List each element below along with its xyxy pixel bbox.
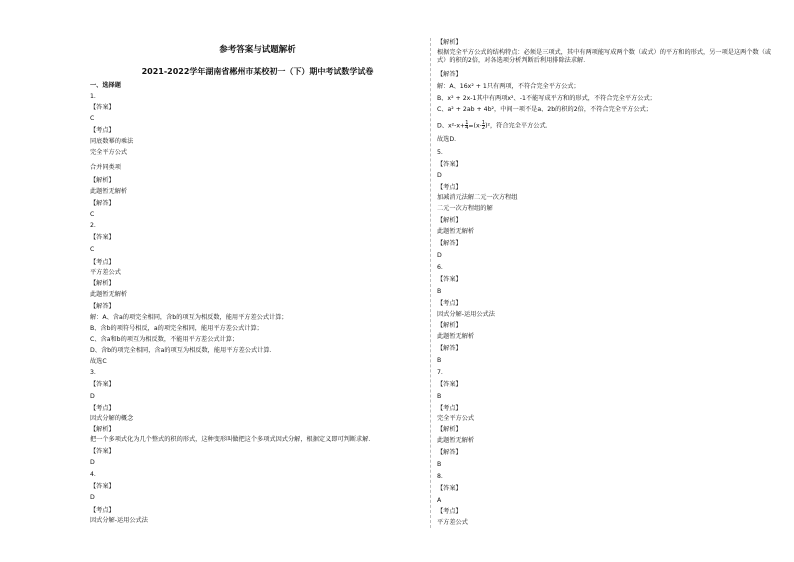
fraction-denominator: 2 — [481, 125, 486, 131]
question-number: 1. — [90, 93, 96, 100]
analysis-label: 【解析】 — [437, 39, 462, 46]
topic-label: 【考点】 — [437, 508, 462, 515]
solution-label: 【解答】 — [437, 345, 462, 352]
analysis-label: 【解析】 — [437, 322, 462, 329]
column-divider — [430, 38, 432, 528]
topic-value: 因式分解的概念 — [90, 415, 134, 422]
topic-label: 【考点】 — [90, 507, 115, 514]
topic-value: 平方差公式 — [437, 519, 468, 526]
topic-value: 平方差公式 — [90, 269, 121, 276]
solution-text: 解：A、含a的项完全相同，含b的项互为相反数，能用平方差公式计算； — [90, 314, 288, 321]
question-number: 5. — [437, 149, 443, 156]
solution-text: 解：A、16x² + 1只有两项，不符合完全平方公式； — [437, 83, 580, 90]
analysis-text: 此题暂无解析 — [437, 333, 475, 340]
topic-value: 二元一次方程组的解 — [437, 205, 493, 212]
analysis-text: 把一个多项式化为几个整式的积的形式，这种变形叫做把这个多项式因式分解，根据定义即可判断求解． — [90, 436, 375, 443]
solution-text: B — [437, 357, 442, 364]
answer-label: 【答案】 — [90, 104, 115, 111]
question-number: 2. — [90, 222, 96, 229]
question-number: 8. — [437, 473, 443, 480]
solution-text: B、含b的项符号相反，a的项完全相同，能用平方差公式计算； — [90, 325, 263, 332]
solution-text: B、x² + 2x-1其中有两项x²、-1不能写成平方和的形式，不符合完全平方公式； — [437, 95, 656, 102]
topic-label: 【考点】 — [437, 405, 462, 412]
solution-text: C、含a和b的项互为相反数，不能用平方差公式计算； — [90, 336, 239, 343]
solution-label: 【解答】 — [90, 200, 115, 207]
answer-value: C — [90, 115, 95, 122]
question-number: 6. — [437, 264, 443, 271]
answer-value: D — [90, 459, 95, 466]
topic-value: 加减消元法解二元一次方程组 — [437, 194, 518, 201]
solution-text: D — [437, 252, 442, 259]
topic-value: 同底数幂的乘法 — [90, 138, 134, 145]
solution-label: 【解答】 — [437, 71, 462, 78]
topic-value: 合并同类项 — [90, 164, 121, 171]
formula-part: )²，符合完全平方公式． — [485, 122, 552, 130]
topic-label: 【考点】 — [437, 184, 462, 191]
analysis-label: 【解析】 — [437, 217, 462, 224]
formula-part: =(x- — [468, 122, 482, 130]
solution-text: C、a² + 2ab + 4b²，中间一项不是a、2b的积的2倍，不符合完全平方公式； — [437, 106, 652, 113]
solution-text: D、含b的项完全相同，含a的项互为相反数，能用平方差公式计算． — [90, 347, 276, 354]
solution-text: 故选D． — [437, 136, 461, 143]
topic-value: 因式分解-运用公式法 — [437, 311, 495, 318]
question-number: 7. — [437, 369, 443, 376]
topic-label: 【考点】 — [90, 405, 115, 412]
section-heading: 一、选择题 — [90, 82, 121, 89]
fraction-numerator: 1 — [465, 120, 469, 126]
solution-label: 【解答】 — [90, 303, 115, 310]
answer-label: 【答案】 — [90, 448, 115, 455]
topic-label: 【考点】 — [437, 300, 462, 307]
analysis-label: 【解析】 — [90, 426, 115, 433]
topic-label: 【考点】 — [90, 259, 115, 266]
analysis-text: 根据完全平方公式的结构特点：必须是三项式，其中有两项能写成两个数（或式）的平方和的形式，另一项是这两个数（或式）的积的2倍，对各选项分析判断后利用排除法求解． — [437, 49, 772, 64]
solution-text: B — [437, 461, 442, 468]
answer-value: B — [437, 288, 442, 295]
answer-value: D — [437, 172, 442, 179]
answer-label: 【答案】 — [437, 485, 462, 492]
analysis-text: 此题暂无解析 — [437, 437, 475, 444]
answer-label: 【答案】 — [90, 483, 115, 490]
solution-text: C — [90, 211, 95, 218]
analysis-text: 此题暂无解析 — [90, 188, 128, 195]
analysis-label: 【解析】 — [90, 177, 115, 184]
topic-value: 完全平方公式 — [437, 415, 475, 422]
solution-label: 【解答】 — [437, 449, 462, 456]
topic-label: 【考点】 — [90, 127, 115, 134]
answer-label: 【答案】 — [437, 381, 462, 388]
answer-value: C — [90, 246, 95, 253]
fraction-denominator: 4 — [465, 125, 469, 131]
question-number: 3. — [90, 369, 96, 376]
topic-value: 因式分解-运用公式法 — [90, 517, 148, 524]
answer-label: 【答案】 — [437, 276, 462, 283]
analysis-label: 【解析】 — [437, 426, 462, 433]
answer-label: 【答案】 — [90, 234, 115, 241]
answer-label: 【答案】 — [90, 381, 115, 388]
doc-subtitle: 2021-2022学年湖南省郴州市某校初一（下）期中考试数学试卷 — [141, 67, 374, 76]
answer-value: A — [437, 497, 442, 504]
fraction-numerator: 1 — [481, 120, 486, 126]
solution-text: 故选C — [90, 358, 107, 365]
analysis-text: 此题暂无解析 — [437, 228, 475, 235]
answer-value: B — [437, 393, 442, 400]
formula-part: D、x²-x+ — [437, 122, 466, 130]
question-number: 4. — [90, 471, 96, 478]
solution-formula — [437, 121, 552, 131]
analysis-label: 【解析】 — [90, 280, 115, 287]
answer-label: 【答案】 — [437, 161, 462, 168]
doc-title: 参考答案与试题解析 — [219, 45, 296, 55]
answer-value: D — [90, 393, 95, 400]
answer-value: D — [90, 494, 95, 501]
topic-value: 完全平方公式 — [90, 149, 128, 156]
analysis-text: 此题暂无解析 — [90, 291, 128, 298]
solution-label: 【解答】 — [437, 240, 462, 247]
